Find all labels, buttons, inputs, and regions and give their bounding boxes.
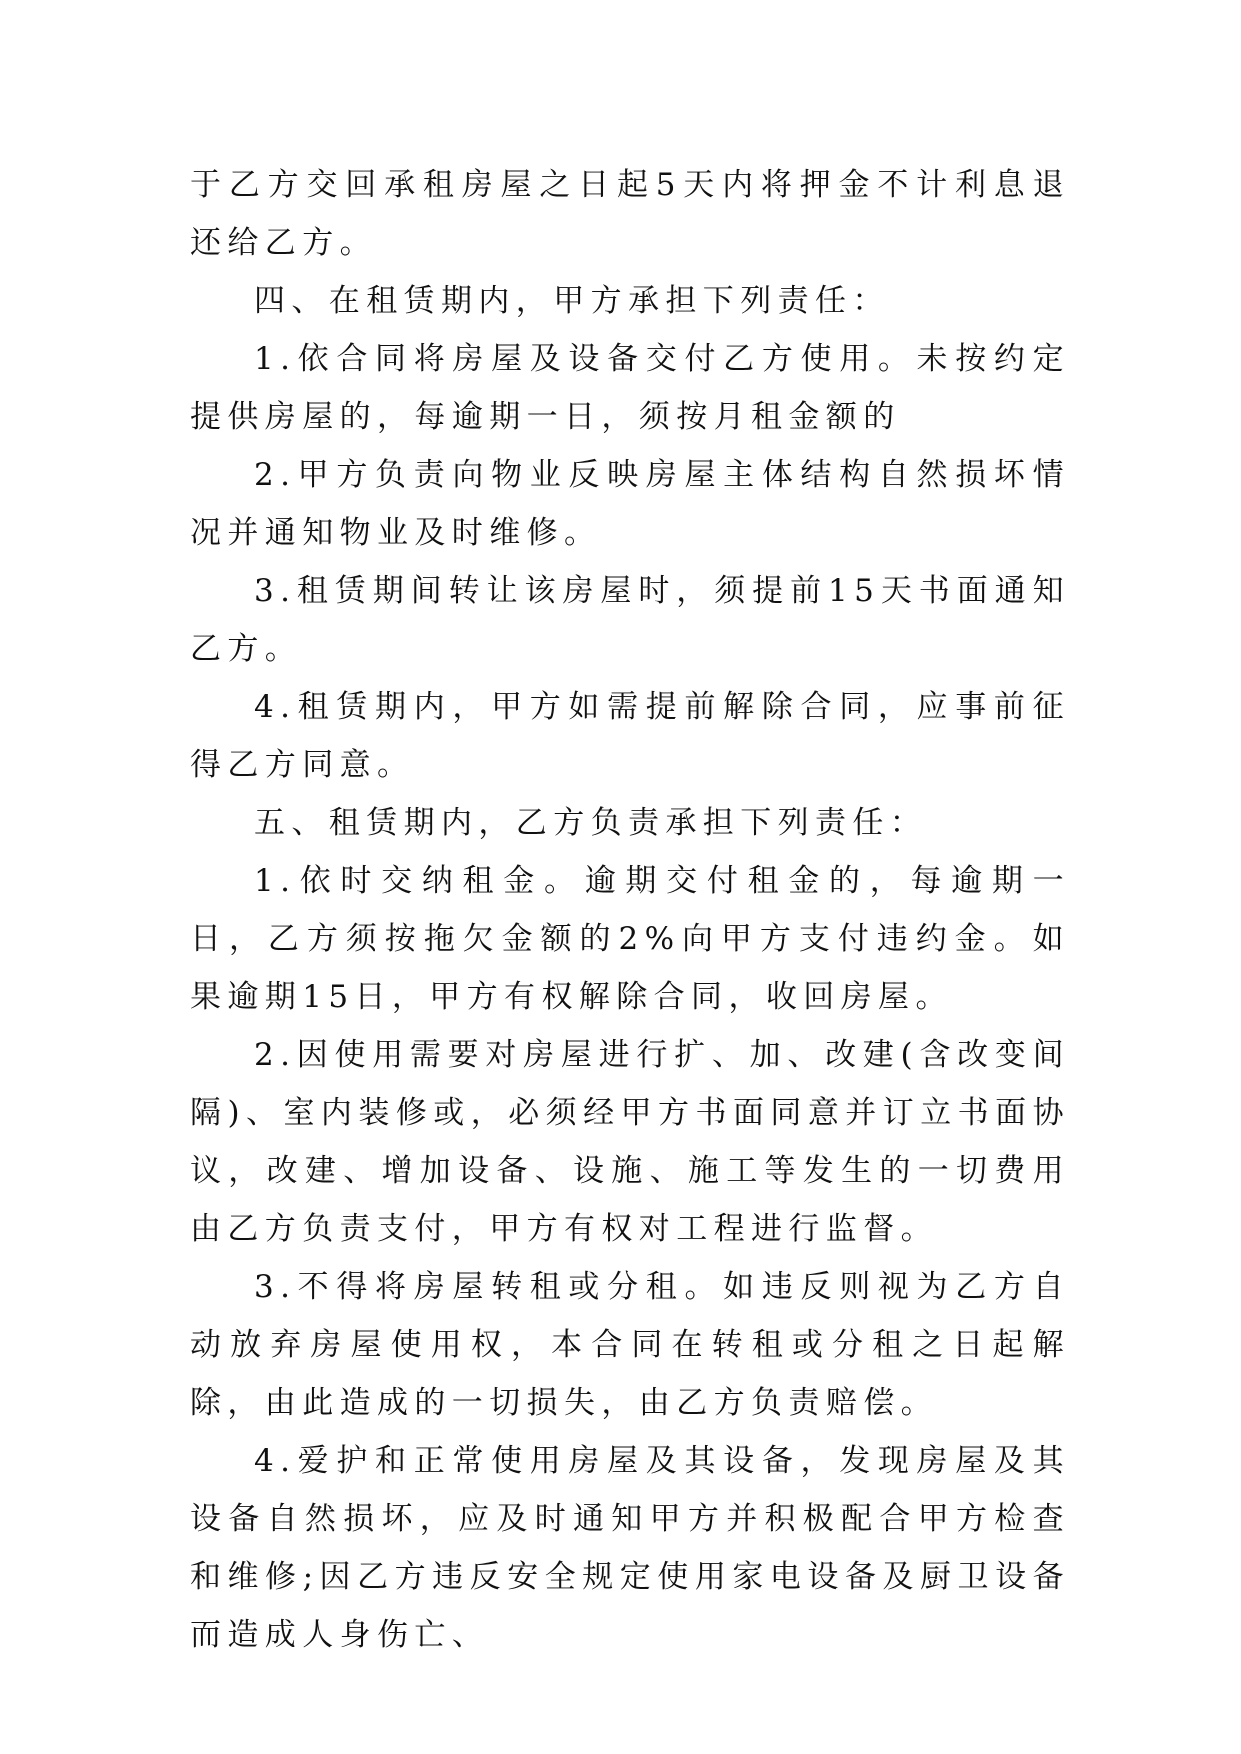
paragraph-landlord-duty-2: 2.甲方负责向物业反映房屋主体结构自然损坏情况并通知物业及时维修。 <box>190 457 1070 551</box>
heading-landlord-duties: 四、在租赁期内，甲方承担下列责任： <box>254 283 890 319</box>
paragraph-landlord-duty-3: 3.租赁期间转让该房屋时，须提前15天书面通知乙方。 <box>190 573 1070 667</box>
paragraph-landlord-duty-1: 1.依合同将房屋及设备交付乙方使用。未按约定提供房屋的，每逾期一日，须按月租金额的 <box>190 341 1070 435</box>
document-body <box>190 156 1070 1664</box>
paragraph-tenant-duty-4: 4.爱护和正常使用房屋及其设备，发现房屋及其设备自然损坏，应及时通知甲方并积极配合甲方检查和维修;因乙方违反安全规定使用家电设备及厨卫设备而造成人身伤亡、 <box>190 1443 1070 1653</box>
paragraph-tenant-duty-1: 1.依时交纳租金。逾期交付租金的，每逾期一日，乙方须按拖欠金额的2%向甲方支付违约金。如果逾期15日，甲方有权解除合同，收回房屋。 <box>190 863 1070 1015</box>
paragraph-deposit-refund: 于乙方交回承租房屋之日起5天内将押金不计利息退还给乙方。 <box>190 167 1070 261</box>
paragraph-tenant-duty-3: 3.不得将房屋转租或分租。如违反则视为乙方自动放弃房屋使用权，本合同在转租或分租之日起解除，由此造成的一切损失，由乙方负责赔偿。 <box>190 1269 1070 1421</box>
heading-tenant-duties: 五、租赁期内，乙方负责承担下列责任： <box>254 805 928 841</box>
paragraph-landlord-duty-4: 4.租赁期内，甲方如需提前解除合同，应事前征得乙方同意。 <box>190 689 1070 783</box>
paragraph-tenant-duty-2: 2.因使用需要对房屋进行扩、加、改建(含改变间隔)、室内装修或，必须经甲方书面同意并订立书面协议，改建、增加设备、设施、施工等发生的一切费用由乙方负责支付，甲方有权对工程进行监督。 <box>190 1037 1070 1247</box>
